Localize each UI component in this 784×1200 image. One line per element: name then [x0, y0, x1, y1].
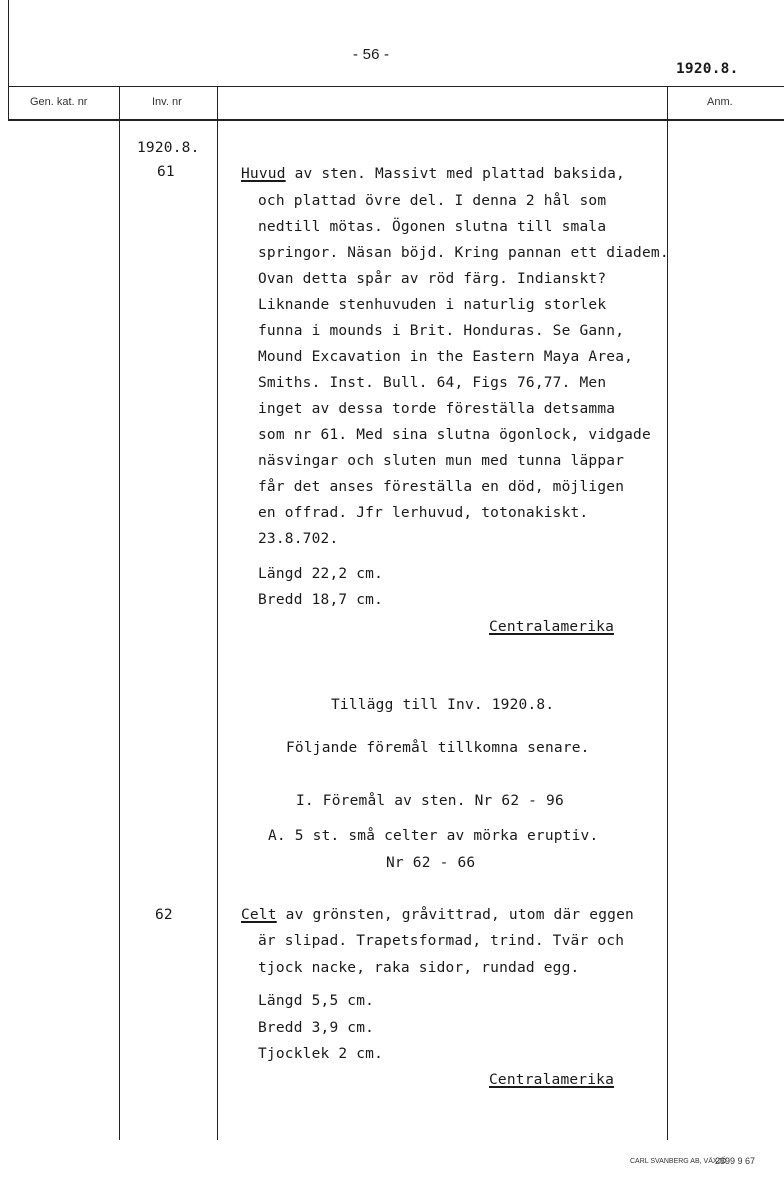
inv-year: 1920.8.: [137, 140, 200, 156]
entry-61-line: 23.8.702.: [258, 531, 339, 547]
entry-61-length: Längd 22,2 cm.: [258, 566, 384, 582]
entry-61-line: inget av dessa torde föreställa detsamma: [258, 401, 616, 417]
addendum-title: Tillägg till Inv. 1920.8.: [331, 697, 555, 713]
entry-61-line: och plattad övre del. I denna 2 hål som: [258, 193, 607, 209]
entry-62-line-1-text: av grönsten, gråvittrad, utom där eggen: [276, 907, 634, 923]
entry-61-line: Ovan detta spår av röd färg. Indianskt?: [258, 271, 607, 287]
inv-number-61: 61: [157, 164, 175, 180]
entry-62-title: Celt: [241, 907, 277, 923]
addendum-subtitle: Följande föremål tillkomna senare.: [286, 740, 590, 756]
inv-number-62: 62: [155, 907, 173, 923]
column-header-anm: Anm.: [707, 96, 733, 108]
entry-61-line: funna i mounds i Brit. Honduras. Se Gann,: [258, 323, 625, 339]
entry-61-line: näsvingar och sluten mun med tunna läppar: [258, 453, 625, 469]
page-number: - 56 -: [353, 46, 390, 63]
entry-61-region: Centralamerika: [489, 619, 615, 635]
left-margin-rule: [8, 0, 9, 120]
column-divider-gen-inv: [119, 86, 120, 1140]
entry-61-line: nedtill mötas. Ögonen slutna till smala: [258, 219, 607, 235]
header-year: 1920.8.: [676, 61, 739, 77]
entry-61-line-1: [241, 166, 625, 182]
entry-62-line-1: [241, 907, 634, 923]
entry-62-line: är slipad. Trapetsformad, trind. Tvär och: [258, 933, 625, 949]
entry-61-line: Mound Excavation in the Eastern Maya Area,: [258, 349, 634, 365]
entry-61-width: Bredd 18,7 cm.: [258, 592, 384, 608]
entry-61-title: Huvud: [241, 166, 286, 182]
entry-62-region: Centralamerika: [489, 1072, 615, 1088]
addendum-group: A. 5 st. små celter av mörka eruptiv.: [268, 828, 599, 844]
entry-62-line: tjock nacke, raka sidor, rundad egg.: [258, 960, 580, 976]
entry-61-line: Smiths. Inst. Bull. 64, Figs 76,77. Men: [258, 375, 607, 391]
column-header-gen-kat-nr: Gen. kat. nr: [30, 96, 88, 108]
addendum-group-range: Nr 62 - 66: [386, 855, 476, 871]
column-header-inv-nr: Inv. nr: [152, 96, 182, 108]
entry-61-line: en offrad. Jfr lerhuvud, totonakiskt.: [258, 505, 589, 521]
footer-code: 2399 9 67: [715, 1156, 756, 1166]
addendum-section: I. Föremål av sten. Nr 62 - 96: [296, 793, 564, 809]
footer-printer: CARL SVANBERG AB, VÄXJÖ: [630, 1158, 727, 1165]
entry-61-line-1-text: av sten. Massivt med plattad baksida,: [285, 166, 625, 182]
column-divider-inv-text: [217, 86, 218, 1140]
entry-61-line: springor. Näsan böjd. Kring pannan ett diadem.: [258, 245, 669, 261]
entry-62-thickness: Tjocklek 2 cm.: [258, 1046, 384, 1062]
entry-61-line: får det anses föreställa en död, möjligen: [258, 479, 625, 495]
entry-61-line: som nr 61. Med sina slutna ögonlock, vidgade: [258, 427, 651, 443]
entry-61-line: Liknande stenhuvuden i naturlig storlek: [258, 297, 607, 313]
entry-62-length: Längd 5,5 cm.: [258, 993, 375, 1009]
entry-62-width: Bredd 3,9 cm.: [258, 1020, 375, 1036]
